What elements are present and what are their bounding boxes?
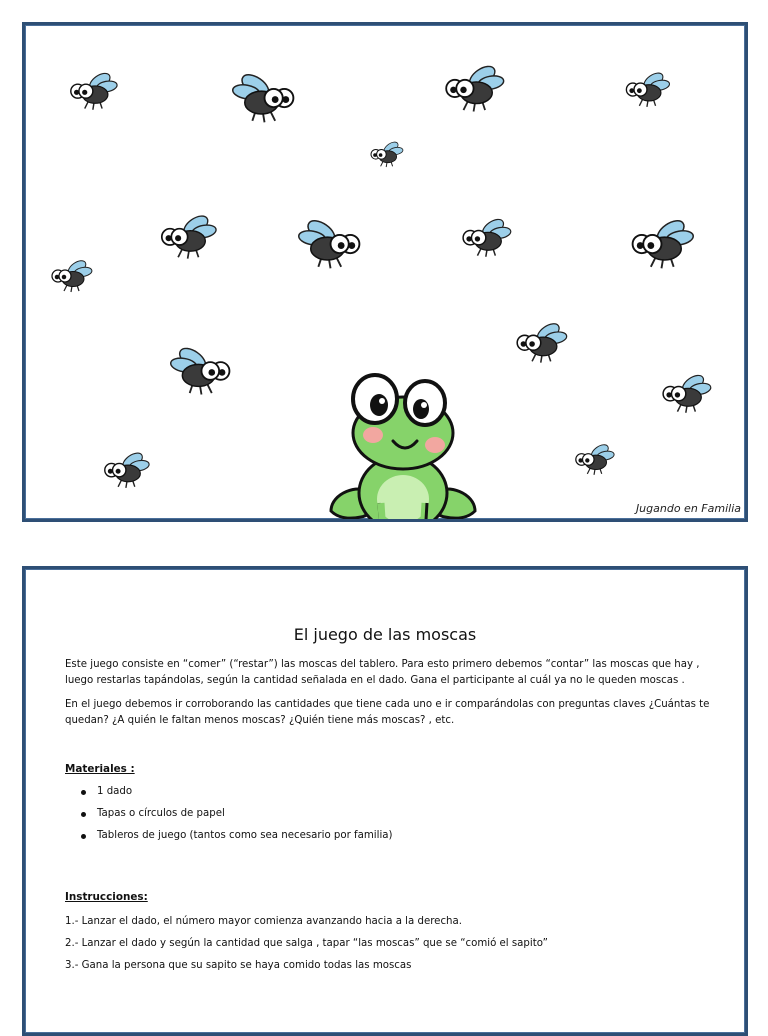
fly-icon <box>65 69 123 111</box>
fly-icon <box>571 441 619 476</box>
credit-text: Jugando en Familia <box>635 502 741 515</box>
fly-icon <box>163 343 237 396</box>
list-item: 3.- Gana la persona que su sapito se haya comido todas las moscas <box>65 960 412 971</box>
frog-illustration <box>321 353 485 522</box>
fly-icon <box>457 215 517 258</box>
fly-icon <box>367 139 407 168</box>
list-item: 1.- Lanzar el dado, el número mayor comienza avanzando hacia a la derecha. <box>65 916 462 927</box>
list-item: Tapas o círculos de papel <box>79 803 393 825</box>
instructions-card <box>22 566 748 1036</box>
fly-icon <box>47 257 97 293</box>
fly-icon <box>225 69 301 124</box>
intro-paragraph-1: Este juego consiste en “comer” (“restar”) las moscas del tablero. Para esto primero debemos “contar” las moscas que hay , luego restarlas tapándolas, según la cantidad señalada en el dado. Gana el participante al cuál ya no le queden moscas . <box>65 659 700 686</box>
fly-icon <box>511 319 573 364</box>
fly-icon <box>439 61 511 113</box>
materials-list <box>79 781 393 847</box>
list-item: 1 dado <box>79 781 393 803</box>
fly-icon <box>291 215 367 270</box>
game-board <box>22 22 748 522</box>
list-item: Tableros de juego (tantos como sea necesario por familia) <box>79 825 393 847</box>
fly-icon <box>625 215 701 270</box>
fly-icon <box>657 371 717 414</box>
fly-icon <box>155 211 223 260</box>
fly-icon <box>99 449 155 489</box>
page-title: El juego de las moscas <box>293 625 477 644</box>
list-item: 2.- Lanzar el dado y según la cantidad que salga , tapar “las moscas” que se “comió el sapito” <box>65 938 548 949</box>
fly-icon <box>621 69 675 108</box>
instructions-heading: Instrucciones: <box>65 891 148 903</box>
intro-paragraph-2: En el juego debemos ir corroborando las cantidades que tiene cada uno e ir comparándolas con preguntas claves ¿Cuántas te quedan? ¿A quién le faltan menos moscas? ¿Quién tiene más moscas? , etc. <box>65 699 710 726</box>
materials-heading: Materiales : <box>65 763 135 775</box>
instructions-list <box>65 911 548 977</box>
